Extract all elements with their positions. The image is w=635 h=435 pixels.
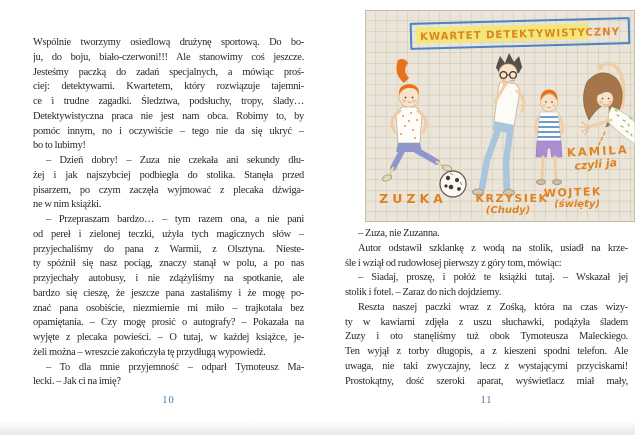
wojtek-shoe-right: [553, 180, 562, 185]
banner-title: KWARTET DETEKTYWISTYCZNY: [419, 25, 627, 44]
text-line: – To dla mnie przyjemność – odparł Tymoteusz Ma-: [46, 361, 304, 373]
text-line: znać pana osobiście, niezmiernie mi miło – trajkotała bez: [33, 302, 304, 314]
text-line: pisarzem, po czym zaczęła wyjmować z plecaka dźwiga-: [33, 184, 304, 196]
text-line: bardzo się cieszę, że jeszcze pana zastaliśmy i że mogę po-: [33, 287, 304, 299]
text-line: wyjęte z plecaka powieści. – O tutaj, w każdej książce, je-: [33, 332, 304, 343]
scan-shadow: [0, 421, 635, 435]
label-zuzka: ZUZKA: [379, 191, 447, 206]
text-line: Wspólnie tworzymy osiedlową drużynę sportową. Do bo-: [33, 37, 304, 48]
text-line: ty spóźnił się nasz pociąg, znaczy stanął w polu, a po nas: [33, 258, 304, 270]
text-line: pomóc innym, no i oczywiście – tego nie da się ukryć –: [33, 125, 304, 137]
text-line: ju, do boju, biało-czerwoni!!! Ale stanowimy coś jeszcze.: [33, 51, 304, 63]
page-number-right: 11: [480, 395, 493, 406]
illustration-detective-quartet: [365, 10, 635, 222]
text-line: ciej: detektywami. Kwartetem, który rozwiązuje tajemni-: [33, 81, 304, 93]
wojtek-face: [541, 95, 558, 112]
text-line: ce i trudne zagadki. Śledztwa, podsłuchy, tropy, ślady…: [33, 96, 304, 107]
text-line: od pereł i zielonej teczki, użyła tych magicznych słów –: [33, 228, 304, 240]
text-line: przyjechały autobusy, i nie zdążyliśmy na spotkanie, ale: [33, 273, 304, 284]
text-line: Detektywistyczna praca nie jest nam obca. Robimy to, by: [33, 110, 304, 122]
text-line: uwaga, nie taki zwyczajny, lecz z wystającymi przyciskami!: [345, 360, 628, 372]
text-line: Ten wyjął z torby długopis, a z kieszeni spodni telefon. Ale: [345, 346, 628, 357]
text-line: Jesteśmy paczką do zadań specjalnych, a mówiąc proś-: [33, 66, 304, 78]
page-number-left: 10: [162, 395, 175, 406]
text-line: żej i jak najszybciej podbiegła do stolika. Stanęła przed: [33, 169, 304, 181]
label-wojtek-nick: (święty): [554, 199, 600, 210]
text-line: Prostokątny, dość szeroki aparat, wyświetlacz miał mały,: [345, 375, 628, 387]
text-line: – Zuza, nie Zuzanna.: [358, 228, 440, 239]
wojtek-shoe-left: [537, 180, 546, 185]
left-page-text: [33, 36, 304, 390]
text-line: Reszta naszej paczki wraz z Zośką, która na czas wizy-: [358, 301, 628, 313]
label-krzysiek-nick: (Chudy): [485, 205, 531, 216]
label-wojtek: WOJTEK: [543, 184, 603, 201]
label-kamila: KAMILA: [566, 142, 629, 160]
text-line: lecki. – Jak ci na imię?: [33, 376, 121, 388]
text-line: Autor odstawił szklankę z wodą na stolik, usiadł na krze-: [358, 242, 628, 254]
label-kamila-note: czyli ja: [573, 156, 618, 173]
right-page-text: [345, 227, 628, 389]
text-line: śle i wziął od rudowłosej pierwszy z góry tom, mówiąc:: [345, 257, 562, 269]
kamila-fist: [598, 64, 604, 70]
text-line: przyjechaliśmy do pana z Warmii, z Olsztyna. Nieste-: [33, 243, 304, 255]
text-line: ty w kawiarni zdjęła z uszu słuchawki, podążyła śladem: [345, 316, 628, 328]
text-line: Zuzy i oto stanęliśmy tuż obok Tymoteusza Maleckiego.: [345, 331, 628, 343]
text-line: – Przepraszam bardzo… – tym razem ona, a nie pani: [46, 214, 304, 225]
text-line: bo to lubimy!: [33, 140, 86, 152]
text-line: – Dzień dobry! – Zuza nie czekała ani sekundy dłu-: [46, 155, 304, 166]
text-line: ne w nim książki.: [33, 199, 102, 211]
text-line: opamiętania. – Czy mogę prosić o autografy? – Pokazała na: [33, 317, 304, 329]
label-krzysiek: KRZYSIEK: [475, 192, 549, 205]
text-line: stolik i fotel. – Zaraz do nich dojdziemy.: [345, 287, 502, 298]
text-line: – Siadaj, proszę, i połóż te książki tutaj. – Wskazał jej: [358, 272, 628, 284]
text-line: żeli można – wreszcie zakończyła tę przydługą wypowiedź.: [33, 346, 266, 358]
